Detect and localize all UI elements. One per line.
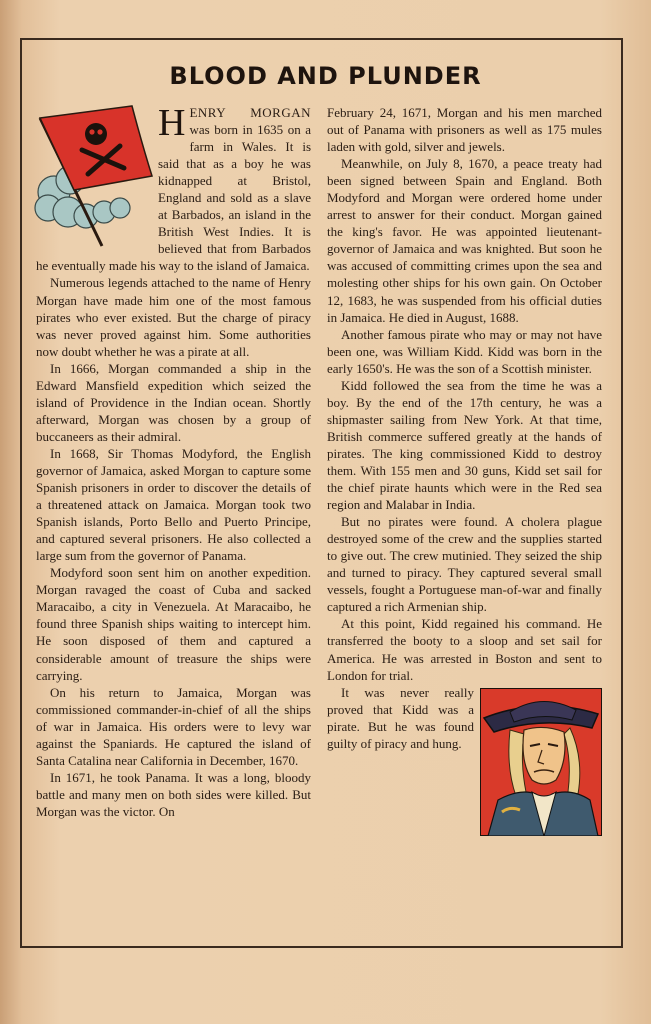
paragraph: Modyford soon sent him on another expedition. Morgan ravaged the coast of Cuba and sacked Maracaibo, a city in Venezuela. At Maracaibo, he found three Spanish ships waiting to intercept him. He soon disposed of them and captured a considerable amount of treasure the ships were carrying. — [36, 565, 311, 683]
paragraph: Numerous legends attached to the name of Henry Morgan have made him one of the most famous pirates who ever existed. But the charge of piracy was never proved against him. Some authorities now doubt whether he was a pirate at all. — [36, 275, 311, 359]
page-title: BLOOD AND PLUNDER — [169, 62, 482, 90]
paragraph: Another famous pirate who may or may not have been one, was William Kidd. Kidd was born in the early 1650's. He was the son of a Scottish minister. — [327, 326, 602, 376]
pirate-flag-icon — [34, 104, 154, 254]
paragraph: In 1671, he took Panama. It was a long, bloody battle and many men on both sides were killed. But Morgan was the victor. On — [36, 769, 311, 819]
right-column — [327, 104, 602, 838]
lead-name: ENRY MORGAN — [189, 105, 311, 120]
left-column — [36, 104, 311, 820]
paragraph: It was never really proved that Kidd was a pirate. But he was found guilty of piracy and hung. — [327, 684, 474, 751]
paragraph: At this point, Kidd regained his command. He transferred the booty to a sloop and set sail for America. He was arrested in Boston and sent to London for trial. — [327, 616, 602, 683]
paragraph: Meanwhile, on July 8, 1670, a peace treaty had been signed between Spain and England. Both Modyford and Morgan were ordered home under arrest to answer for their conduct. Morgan gained the king's favor. He was appointed lieutenant-governor of Jamaica and was knighted. But soon he was accused of committing crimes upon the sea and molesting other ships for his own gain. On October 12, 1683, he was suspended from his official duties in Jamaica. He died in August, 1688. — [327, 156, 602, 325]
paragraph: In 1666, Morgan commanded a ship in the Edward Mansfield expedition which seized the island of Providence in the Indian ocean. Shortly afterward, Morgan was chosen by a group of buccaneers as their admiral. — [36, 360, 311, 444]
paragraph: In 1668, Sir Thomas Modyford, the English governor of Jamaica, asked Morgan to capture some Spanish prisoners in order to discover the details of a threatened attack on Jamaica. Morgan took two Spanish islands, Porto Bello and Puerto Principe, and captured several prisoners. He also collected a large sum from the governor of Panama. — [36, 445, 311, 564]
paragraph: But no pirates were found. A cholera plague destroyed some of the crew and the supplies started to give out. The crew mutinied. They seized the ship and turned to piracy. They captured several small vessels, fought a Portuguese man-of-war and finally captured a rich Armenian ship. — [327, 514, 602, 615]
pirate-portrait-icon — [480, 688, 602, 836]
paragraph: February 24, 1671, Morgan and his men marched out of Panama with prisoners as well as 175 mules laden with gold, silver and jewels. — [327, 105, 602, 155]
paragraph-text: was born in 1635 on a farm in Wales. It is said that as a boy he was kidnapped at Bristol, England and sold as a slave at Barbados, an island in the British West Indies. It is believed that from Barbados he eventually made his way to the island of Jamaica. — [36, 122, 311, 274]
paragraph: On his return to Jamaica, Morgan was commissioned commander-in-chief of all the ships of war in Jamaica. His orders were to levy war against the Spaniards. He captured the island of Santa Catalina near California in December, 1670. — [36, 684, 311, 768]
drop-cap: H — [158, 102, 186, 144]
paragraph: Kidd followed the sea from the time he was a boy. By the end of the 17th century, he was a shipmaster sailing from New York. At that time, British commerce suffered greatly at the hands of pirates. The king commissioned Kidd to destroy them. With 155 men and 30 guns, Kidd set sail for the chief pirate haunts which were in the Red sea region and Malabar in India. — [327, 377, 602, 513]
